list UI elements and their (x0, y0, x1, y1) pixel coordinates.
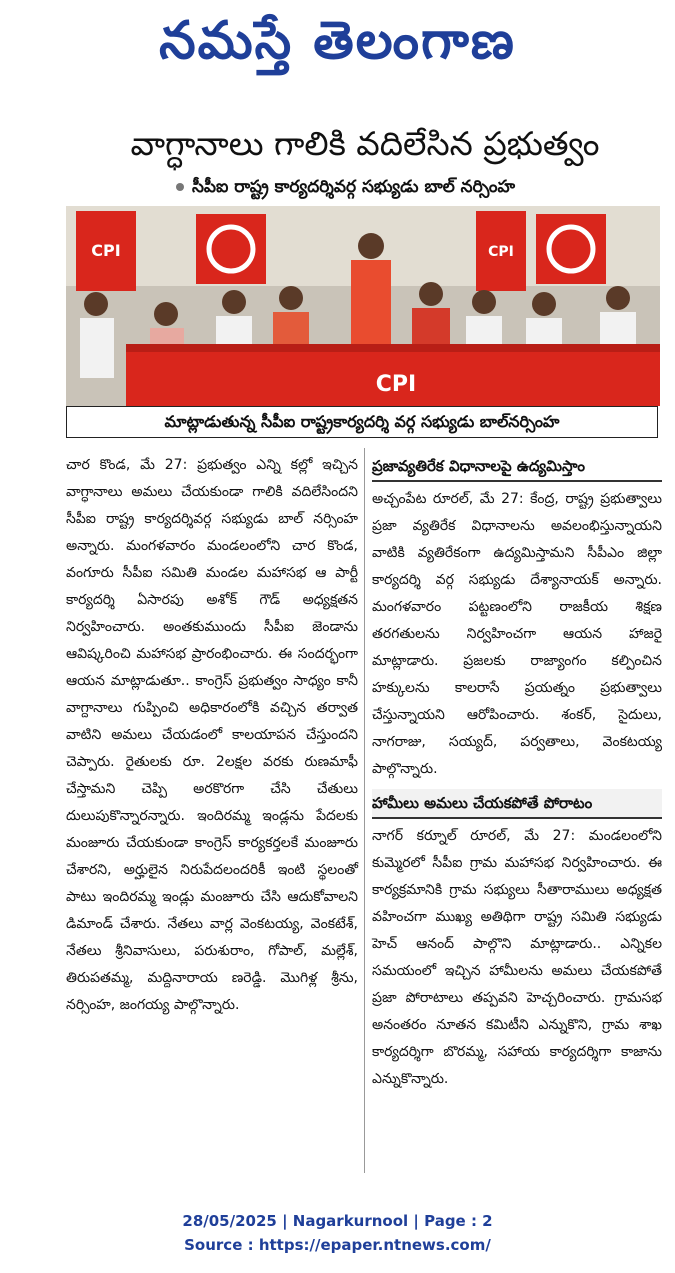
article-body-left (66, 452, 358, 1019)
subhead-text: సీపీఐ రాష్ట్ర కార్యదర్శివర్గ సభ్యుడు బాల్ నర్సింహ (192, 177, 516, 197)
footer-date-edition: 28/05/2025 | Nagarkurnool | Page : 2 (182, 1212, 493, 1230)
article1-body: చార కొండ, మే 27: ప్రభుత్వం ఎన్ని కల్లో ఇచ్చిన వాగ్ధానాలు అమలు చేయకుండా గాలికి వదిలేసిందని సీపీఐ రాష్ట్ర కార్యదర్శివర్గ సభ్యుడు బాల్ నర్సింహ అన్నారు. మంగళవారం మండలంలోని చార కొండ, వంగూరు సీపీఐ సమితి మండల మహాసభ ఆ పార్టీ కార్యదర్శి ఏసారపు అశోక్ గౌడ్ అధ్యక్షతన నిర్వహించారు. అంతకుముందు సీపీఐ జెండాను ఆవిష్కరించి మహాసభ ప్రారంభించారు. ఈ సందర్భంగా ఆయన మాట్లాడుతూ.. కాంగ్రెస్ ప్రభుత్వం సాధ్యం కానీ వాగ్దానాలు గుప్పించి అధికారంలోకి వచ్చిన తర్వాత వాటిని అమలు చేయడంలో కాలయాపన చేస్తుందని చెప్పారు. రైతులకు రూ. 2లక్షల వరకు రుణమాఫీ చేస్తామని చెప్పి అరకొరగా చేసి చేతులు దులుపుకొన్నారన్నారు. ఇందిరమ్మ ఇండ్లను పేదలకు మంజూరు చేయకుండా కాంగ్రెస్ కార్యకర్తలకే మంజూరు చేశారని, అర్హులైన నిరుపేదలందరికీ ఇంటి స్థలంతో పాటు ఇందిరమ్మ ఇండ్లు మంజూరు చేసి ఆదుకోవాలని డిమాండ్ చేశారు. నేతలు వార్ల వెంకటయ్య, వెంకటేశ్, నేతలు శ్రీనివాసులు, పరుశురాం, గోపాల్, మల్లేశ్, తిరుపతమ్మ, మద్దినారాయ ణరెడ్డి. మొగిళ్ల శ్రీను, నర్సింహ, జంగయ్య పాల్గొన్నారు. (66, 457, 358, 1013)
article-body-right (372, 452, 662, 1093)
article-photo (66, 206, 660, 406)
article2-headline: ప్రజావ్యతిరేక విధానాలపై ఉద్యమిస్తాం (372, 452, 662, 482)
table-banner-text: CPI (375, 372, 417, 397)
column-divider (364, 448, 365, 1173)
article2-body: అచ్చంపేట రూరల్, మే 27: కేంద్ర, రాష్ట్ర ప్రభుత్వాలు ప్రజా వ్యతిరేక విధానాలను అవలంభిస్తున్నాయని వాటికి వ్యతిరేకంగా ఉద్యమిస్తామని సీపీఎం జిల్లా కార్యదర్శి వర్గ సభ్యుడు దేశ్యానాయక్ అన్నారు. మంగళవారం పట్టణంలోని రాజకీయ శిక్షణ తరగతులను నిర్వహించగా ఆయన హాజరై మాట్లాడారు. ప్రజలకు రాజ్యాంగం కల్పించిన హక్కులను కాలరాసే ప్రయత్నం ప్రభుత్వాలు చేస్తున్నాయని ఆరోపించారు. శంకర్, సైదులు, నాగరాజు, సయ్యద్, పర్వతాలు, వెంకటయ్య పాల్గొన్నారు. (372, 491, 662, 777)
article3-headline: హామీలు అమలు చేయకపోతే పోరాటం (372, 789, 662, 819)
article-subhead (176, 176, 646, 198)
banner-text-right: CPI (488, 244, 514, 260)
article-headline: వాగ్ధానాలు గాలికి వదిలేసిన ప్రభుత్వం (130, 124, 600, 163)
banner-text-left: CPI (91, 241, 121, 260)
photo-caption: మాట్లాడుతున్న సీపీఐ రాష్ట్రకార్యదర్శి వర్గ సభ్యుడు బాల్‌నర్సింహ (66, 406, 658, 438)
masthead-title: నమస్తే తెలంగాణ (159, 10, 516, 71)
article3-body: నాగర్ కర్నూల్ రూరల్, మే 27: మండలంలోని కుమ్మెరలో సీపీఐ గ్రామ మహాసభ నిర్వహించారు. ఈ కార్యక్రమానికి గ్రామ సభ్యులు సీతారాములు అధ్యక్షత వహించగా ముఖ్య అతిథిగా రాష్ట్ర సమితి సభ్యుడు హెచ్ ఆనంద్ పాల్గొని మాట్లాడారు.. ఎన్నికల సమయంలో ఇచ్చిన హామీలను అమలు చేయకపోతే ప్రజా పోరాటాలు తప్పవని హెచ్చరించారు. గ్రామసభ అనంతరం నూతన కమిటీని ఎన్నుకొని, గ్రామ శాఖ కార్యదర్శిగా బొరమ్మ, సహాయ కార్యదర్శిగా కాజాను ఎన్నుకొన్నారు. (372, 828, 662, 1087)
bullet-icon (176, 183, 184, 191)
footer-source[interactable]: Source : https://epaper.ntnews.com/ (184, 1236, 491, 1254)
